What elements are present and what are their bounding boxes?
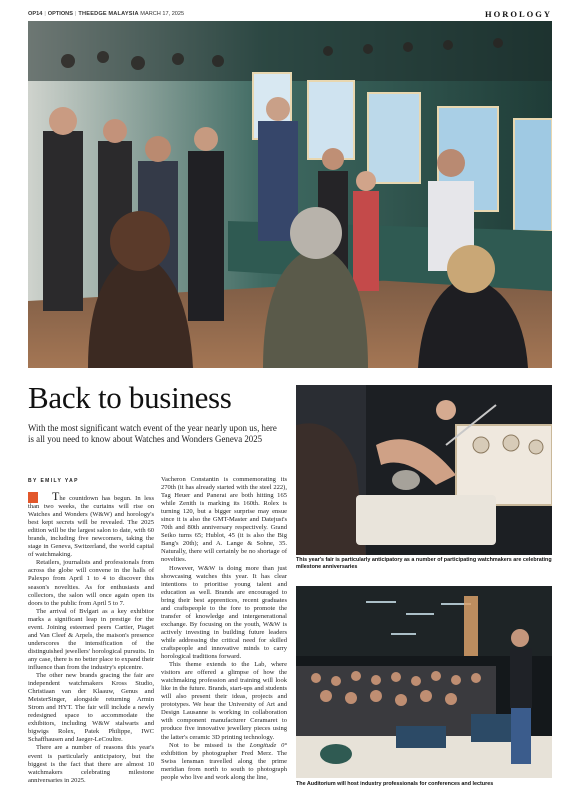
hero-photo-exhibition-hall xyxy=(28,21,552,368)
paragraph: There are a number of reasons this year's event is particularly anticipatory, but the biggest is the fact that there are almost 10 watchmakers celebrating milestone anniversaries in 2025. xyxy=(28,744,154,784)
paragraph: However, W&W is doing more than just showcasing watches this year. It has clear intentions to prioritise young talent and education as well. Brands are encouraged to bring their best apprentices, recent graduates and craftspeople to the fore to promote the transfer of knowledge and intergenerational exchange. By focusing on the youth, W&W is actively investing in building future leaders while addressing the critical need for skilled craftspeople and innovative minds to carry horological traditions forward. xyxy=(161,564,287,661)
article-byline: BY EMILY YAP xyxy=(28,478,79,484)
caption-auditorium-photo: The Auditorium will host industry professionals for conferences and lectures xyxy=(296,781,494,787)
paragraph: The other new brands gracing the fair are independent watchmakers Kross Studio, Christiaan van der Klaauw, Genus and MeisterSinger, alongside returning Armin Strom and HYT. The fair will include a newly redesigned space to accommodate the exhibitors, including W&W stalwarts and bigwigs Rolex, Patek Philippe, IWC Schaffhausen and Jaeger-LeCoultre. xyxy=(28,672,154,744)
paragraph-text: he countdown has begun. In less than two weeks, the curtains will rise on Watches and Wonders (W&W) and horology's best kept secrets will be revealed. The 2025 edition will be the largest salon to date, with 60 brands, including five newcomers, taking the stage in Geneva, Switzerland, the world capital of watchmaking. xyxy=(28,495,154,559)
issue-date: MARCH 17, 2025 xyxy=(140,11,185,17)
caption-watch-photo: This year's fair is particularly anticipatory as a number of participating watchmakers are celebrating milestone anniversaries xyxy=(296,557,552,570)
paragraph: This theme extends to the Lab, where visitors are offered a glimpse of how the watchmaking profession and training will look like in the future. Brands, start-ups and students will also present their ideas, projects and prototypes. We hear the University of Art and Design Lausanne is working in collaboration with component manufacturer Ceramaret to produce five innovative jewellery pieces using the latter's ceramic 3D printing technology. xyxy=(161,661,287,741)
paragraph-text: exhibition by photographer Fred Merz. The Swiss lensman travelled along the prime meridian from north to south to photograph people who live and work along the line, xyxy=(161,749,287,781)
dropcap-letter: T xyxy=(52,489,60,503)
photo-auditorium xyxy=(296,586,552,778)
page-number: OP14 xyxy=(28,11,43,17)
paragraph: Retailers, journalists and professionals from across the globe will convene in the halls of Palexpo from April 1 to 4 to discover this season's novelties. As for enthusiasts and collectors, the salon will once again open its doors to the public from April 5 to 7. xyxy=(28,559,154,607)
paragraph-text: Not to be missed is the xyxy=(169,741,250,749)
paragraph xyxy=(161,742,287,782)
article-standfirst: With the most significant watch event of the year nearly upon us, here is all you need to know about Watches and Wonders Geneva 2025 xyxy=(28,423,277,445)
publication-name: EDGE xyxy=(90,11,107,17)
section-name: OPTIONS xyxy=(47,11,73,17)
category-label: HOROLOGY xyxy=(484,9,552,19)
paragraph xyxy=(28,489,154,559)
body-column-1 xyxy=(28,489,154,785)
photo-watchmaker-demo xyxy=(296,385,552,555)
paragraph: Vacheron Constantin is commemorating its 270th (it has already started with the steel 222), Tag Heuer and Panerai are both hitting 165 while Zenith is marking its 160th. Rolex is turning 120, but a bigger surprise may ensue since it is also the GMT-Master and Datejust's 70th and 80th anniversary respectively. Grand Seiko turns 65; Hublot, 45 (it is also the Big Bang's 20th); and A. Lange & Sohne, 35. Naturally, there will certainly be no shortage of novelties. xyxy=(161,476,287,564)
publication-suffix: MALAYSIA xyxy=(108,11,139,17)
exhibition-title: Longitude 0° xyxy=(249,741,287,749)
publication-prefix: THE xyxy=(78,11,91,17)
folio: OP14 | OPTIONS | THEEDGE MALAYSIA MARCH 17, 2025 xyxy=(28,11,185,17)
article-headline: Back to business xyxy=(28,380,232,415)
body-column-2 xyxy=(161,476,287,782)
paragraph: The arrival of Bvlgari as a key exhibitor marks a significant leap in prestige for the event. Joining esteemed peers Cartier, Piaget and Van Cleef & Arpels, the maison's presence underscores the intensification of the distinguished jewellers' horological pursuits. In any case, there is no better place to expand their influence than from the industry's epicentre. xyxy=(28,607,154,671)
